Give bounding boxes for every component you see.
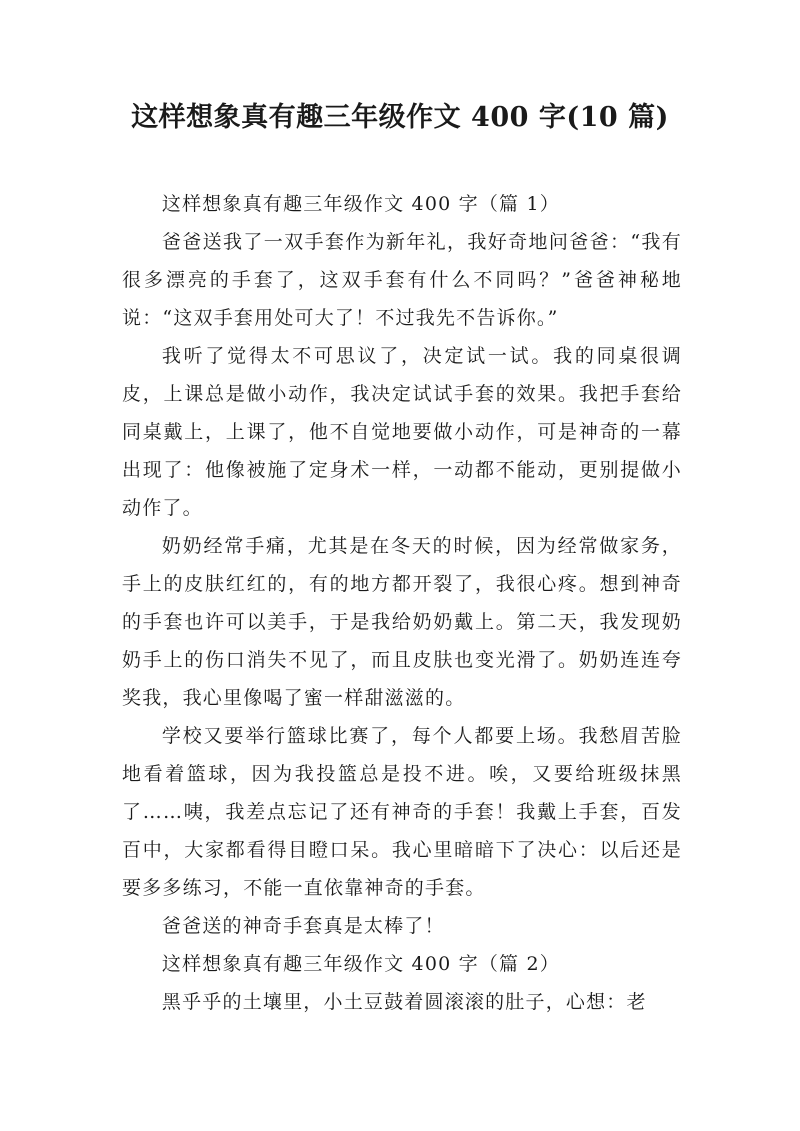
paragraph: 学校又要举行篮球比赛了，每个人都要上场。我愁眉苦脸地看着篮球，因为我投篮总是投不进。唉，又要给班级抹黑了……咦，我差点忘记了还有神奇的手套！我戴上手套，百发百中，大家都看得目瞪口呆。我心里暗暗下了决心：以后还是要多多练习，不能一直依靠神奇的手套。 [122,725,682,899]
paragraph: 奶奶经常手痛，尤其是在冬天的时候，因为经常做家务，手上的皮肤红红的，有的地方都开裂了，我很心疼。想到神奇的手套也许可以美手，于是我给奶奶戴上。第二天，我发现奶奶手上的伤口消失不见了，而且皮肤也变光滑了。奶奶连连夸奖我，我心里像喝了蜜一样甜滋滋的。 [122,535,682,709]
paragraph: 我听了觉得太不可思议了，决定试一试。我的同桌很调皮，上课总是做小动作，我决定试试手套的效果。我把手套给同桌戴上，上课了，他不自觉地要做小动作，可是神奇的一幕出现了：他像被施了定身术一样，一动都不能动，更别提做小动作了。 [122,345,682,519]
document-body [122,185,682,1021]
paragraph: 爸爸送的神奇手套真是太棒了！ [161,915,445,937]
paragraph: 黑乎乎的土壤里，小土豆鼓着圆滚滚的肚子，心想：老 [161,991,647,1013]
section-heading-1: 这样想象真有趣三年级作文 400 字（篇 1） [161,193,560,215]
document-title: 这样想象真有趣三年级作文 400 字(10 篇) [131,102,669,133]
paragraph: 爸爸送我了一双手套作为新年礼，我好奇地问爸爸：“我有很多漂亮的手套了，这双手套有什么不同吗？”爸爸神秘地说：“这双手套用处可大了！不过我先不告诉你。” [122,231,682,329]
section-heading-2: 这样想象真有趣三年级作文 400 字（篇 2） [161,953,560,975]
